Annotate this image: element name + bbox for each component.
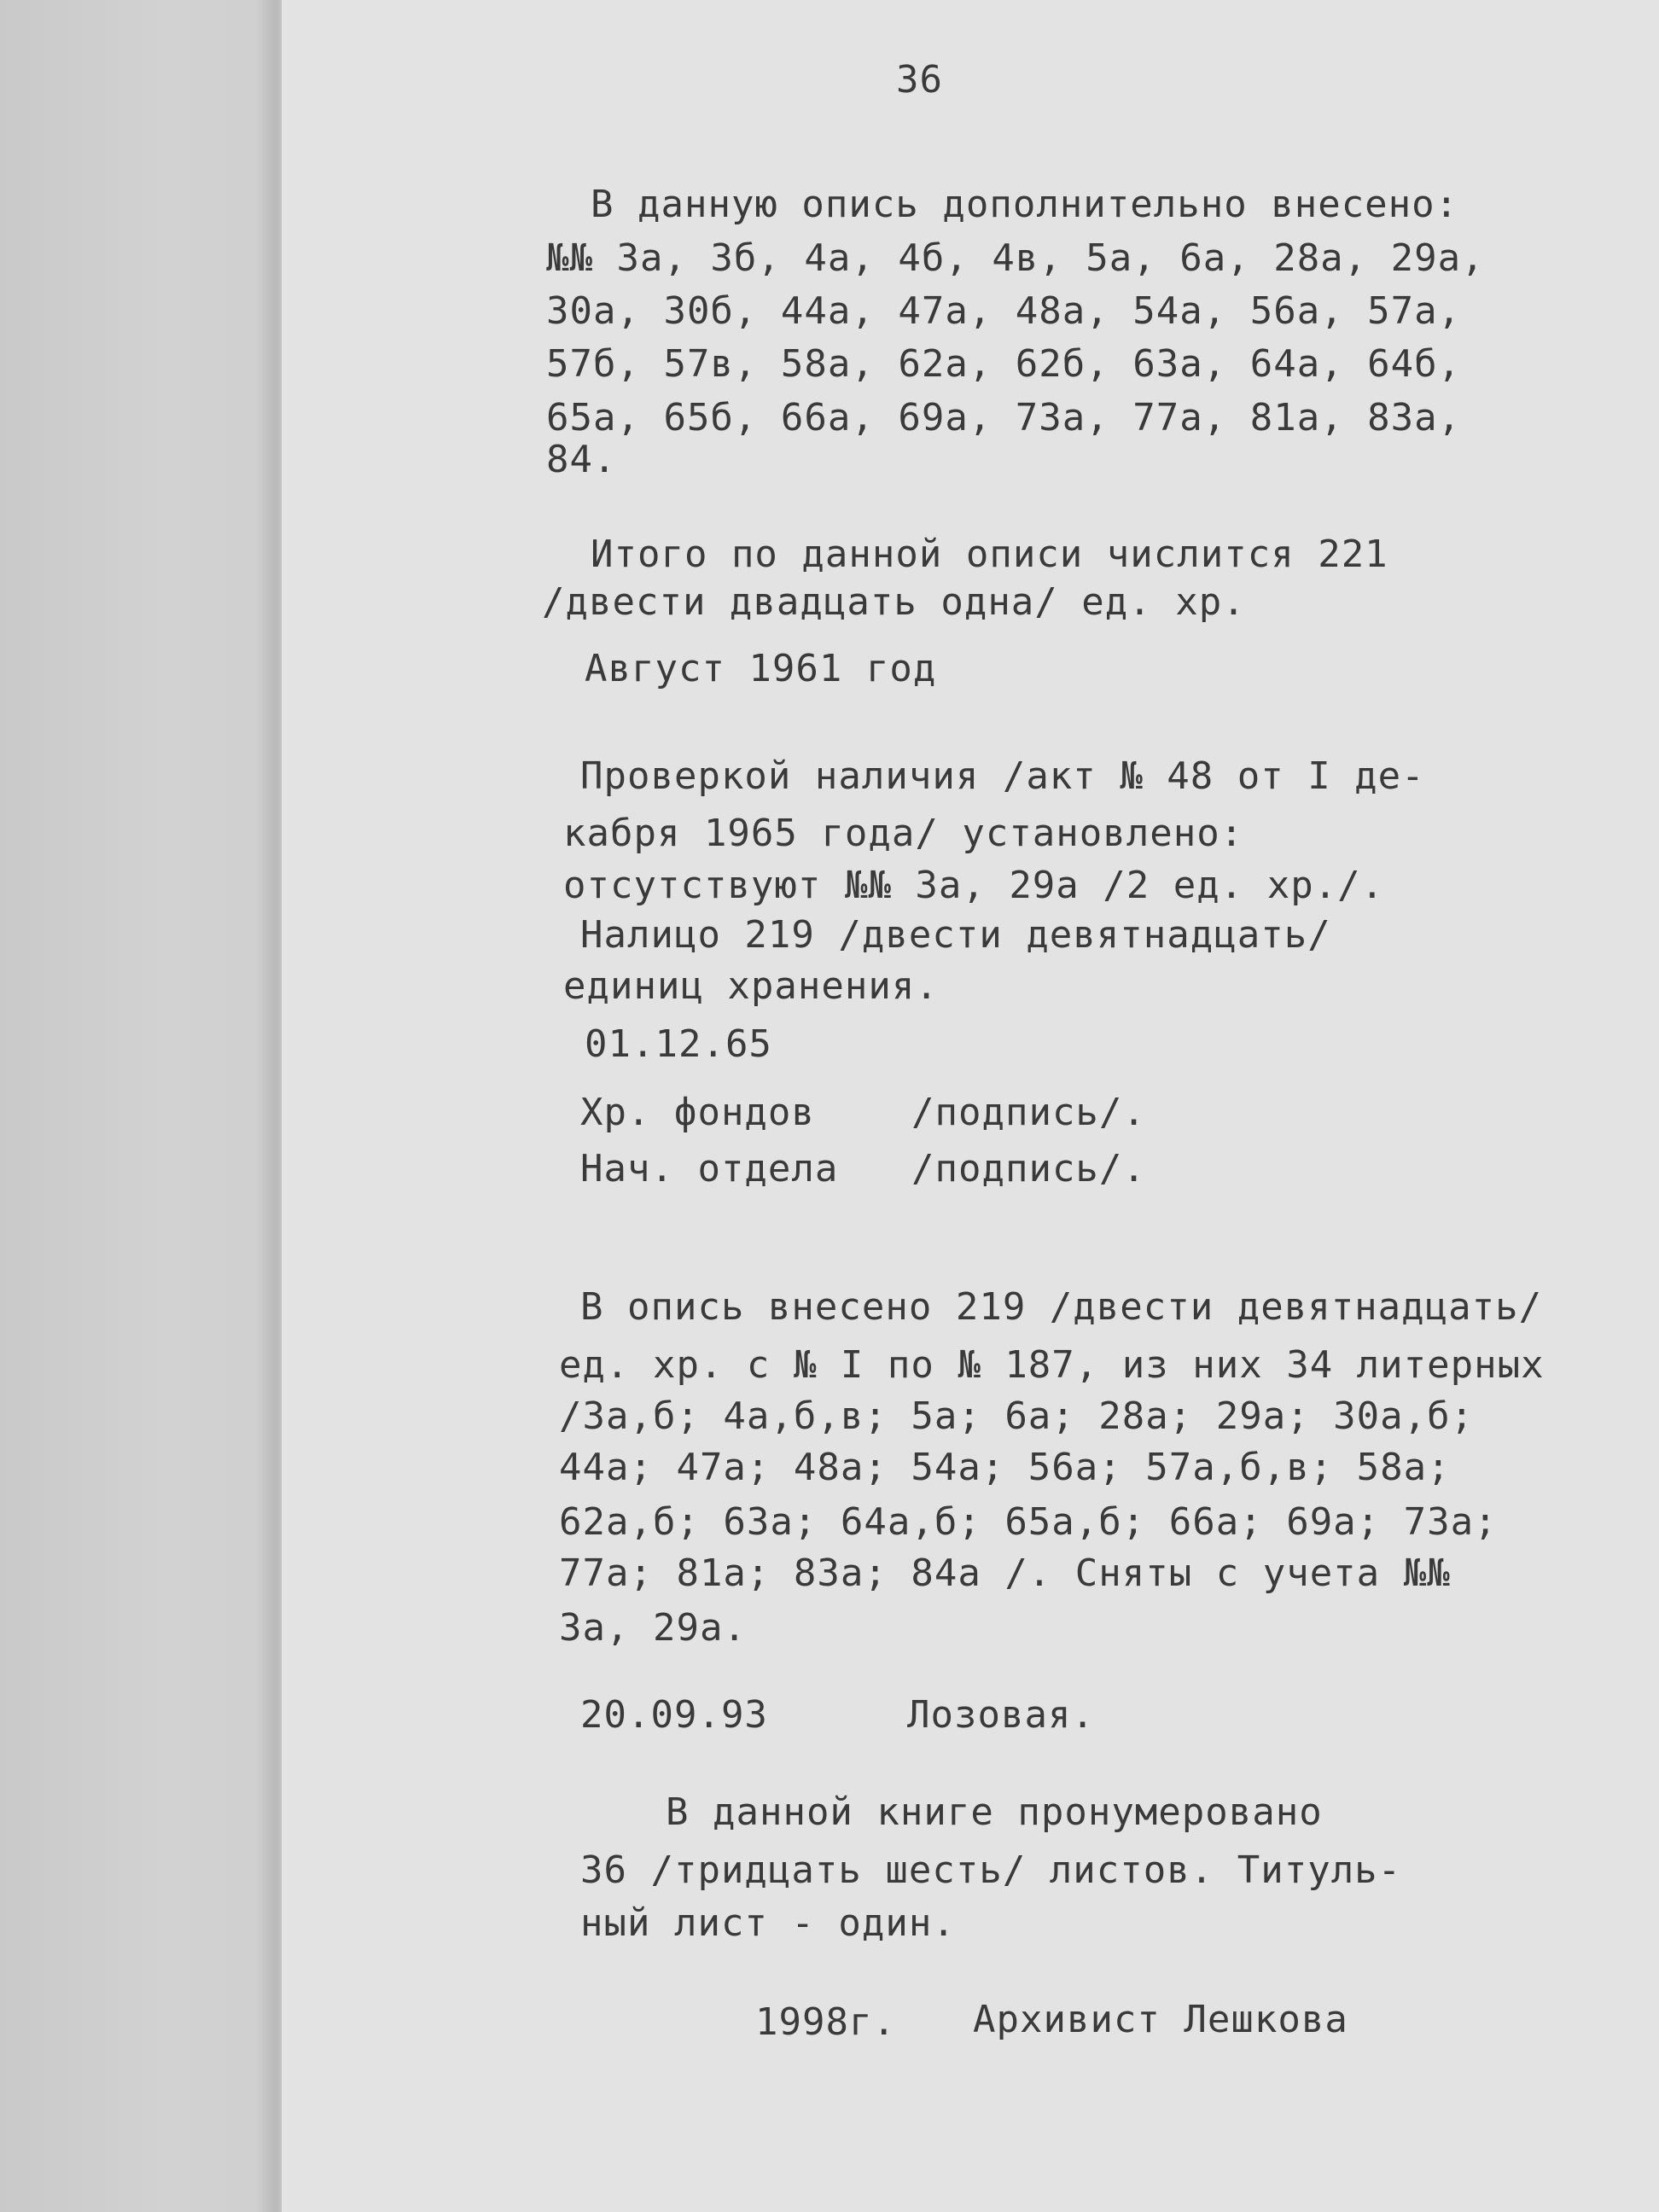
check-line: единиц хранения.	[563, 964, 939, 1008]
page-number: 36	[896, 58, 943, 102]
inventory-line: 77а; 81а; 83а; 84а /. Сняты с учета №№	[559, 1551, 1451, 1595]
check-line: отсутствуют №№ 3а, 29а /2 ед. хр./.	[563, 864, 1385, 907]
total-line: Итого по данной описи числится 221	[591, 533, 1388, 576]
inventory-date: 20.09.93	[580, 1693, 768, 1737]
numbering-line: ный лист - один.	[580, 1901, 956, 1945]
inventory-line: 44а; 47а; 48а; 54а; 56а; 57а,б,в; 58а;	[559, 1446, 1451, 1489]
left-page	[0, 0, 282, 2212]
check-line: Проверкой наличия /акт № 48 от I де-	[580, 754, 1425, 798]
additions-line: 84.	[546, 438, 617, 481]
total-line: /двести двадцать одна/ ед. хр.	[542, 580, 1246, 624]
closing-year: 1998г.	[755, 2000, 896, 2044]
additions-line: 30а, 30б, 44а, 47а, 48а, 54а, 56а, 57а,	[546, 289, 1462, 333]
additions-line: 57б, 57в, 58а, 62а, 62б, 63а, 64а, 64б,	[546, 342, 1462, 386]
check-line: Налицо 219 /двести девятнадцать/	[580, 913, 1331, 957]
numbering-line: В данной книге пронумеровано	[666, 1790, 1323, 1834]
total-date: Август 1961 год	[585, 647, 937, 690]
signature-role: Нач. отдела	[580, 1147, 839, 1190]
inventory-line: В опись внесено 219 /двести девятнадцать/	[580, 1285, 1543, 1329]
inventory-line: 62а,б; 63а; 64а,б; 65а,б; 66а; 69а; 73а;	[559, 1500, 1498, 1544]
inventory-line: 3а, 29а.	[559, 1606, 747, 1650]
additions-line: 65а, 65б, 66а, 69а, 73а, 77а, 81а, 83а,	[546, 396, 1462, 439]
signature-mark: /подпись/.	[911, 1091, 1146, 1134]
inventory-name: Лозовая.	[907, 1693, 1095, 1737]
closing-signer: Архивист Лешкова	[973, 1998, 1348, 2041]
numbering-line: 36 /тридцать шесть/ листов. Титуль-	[580, 1848, 1402, 1892]
check-date: 01.12.65	[585, 1022, 772, 1066]
additions-line: В данную опись дополнительно внесено:	[591, 183, 1459, 226]
check-line: кабря 1965 года/ установлено:	[563, 812, 1244, 855]
additions-line: №№ 3а, 3б, 4а, 4б, 4в, 5а, 6а, 28а, 29а,	[546, 236, 1485, 280]
inventory-line: /3а,б; 4а,б,в; 5а; 6а; 28а; 29а; 30а,б;	[559, 1394, 1475, 1438]
signature-mark: /подпись/.	[911, 1147, 1146, 1190]
signature-role: Хр. фондов	[580, 1091, 815, 1134]
inventory-line: ед. хр. с № I по № 187, из них 34 литерных	[559, 1343, 1545, 1387]
